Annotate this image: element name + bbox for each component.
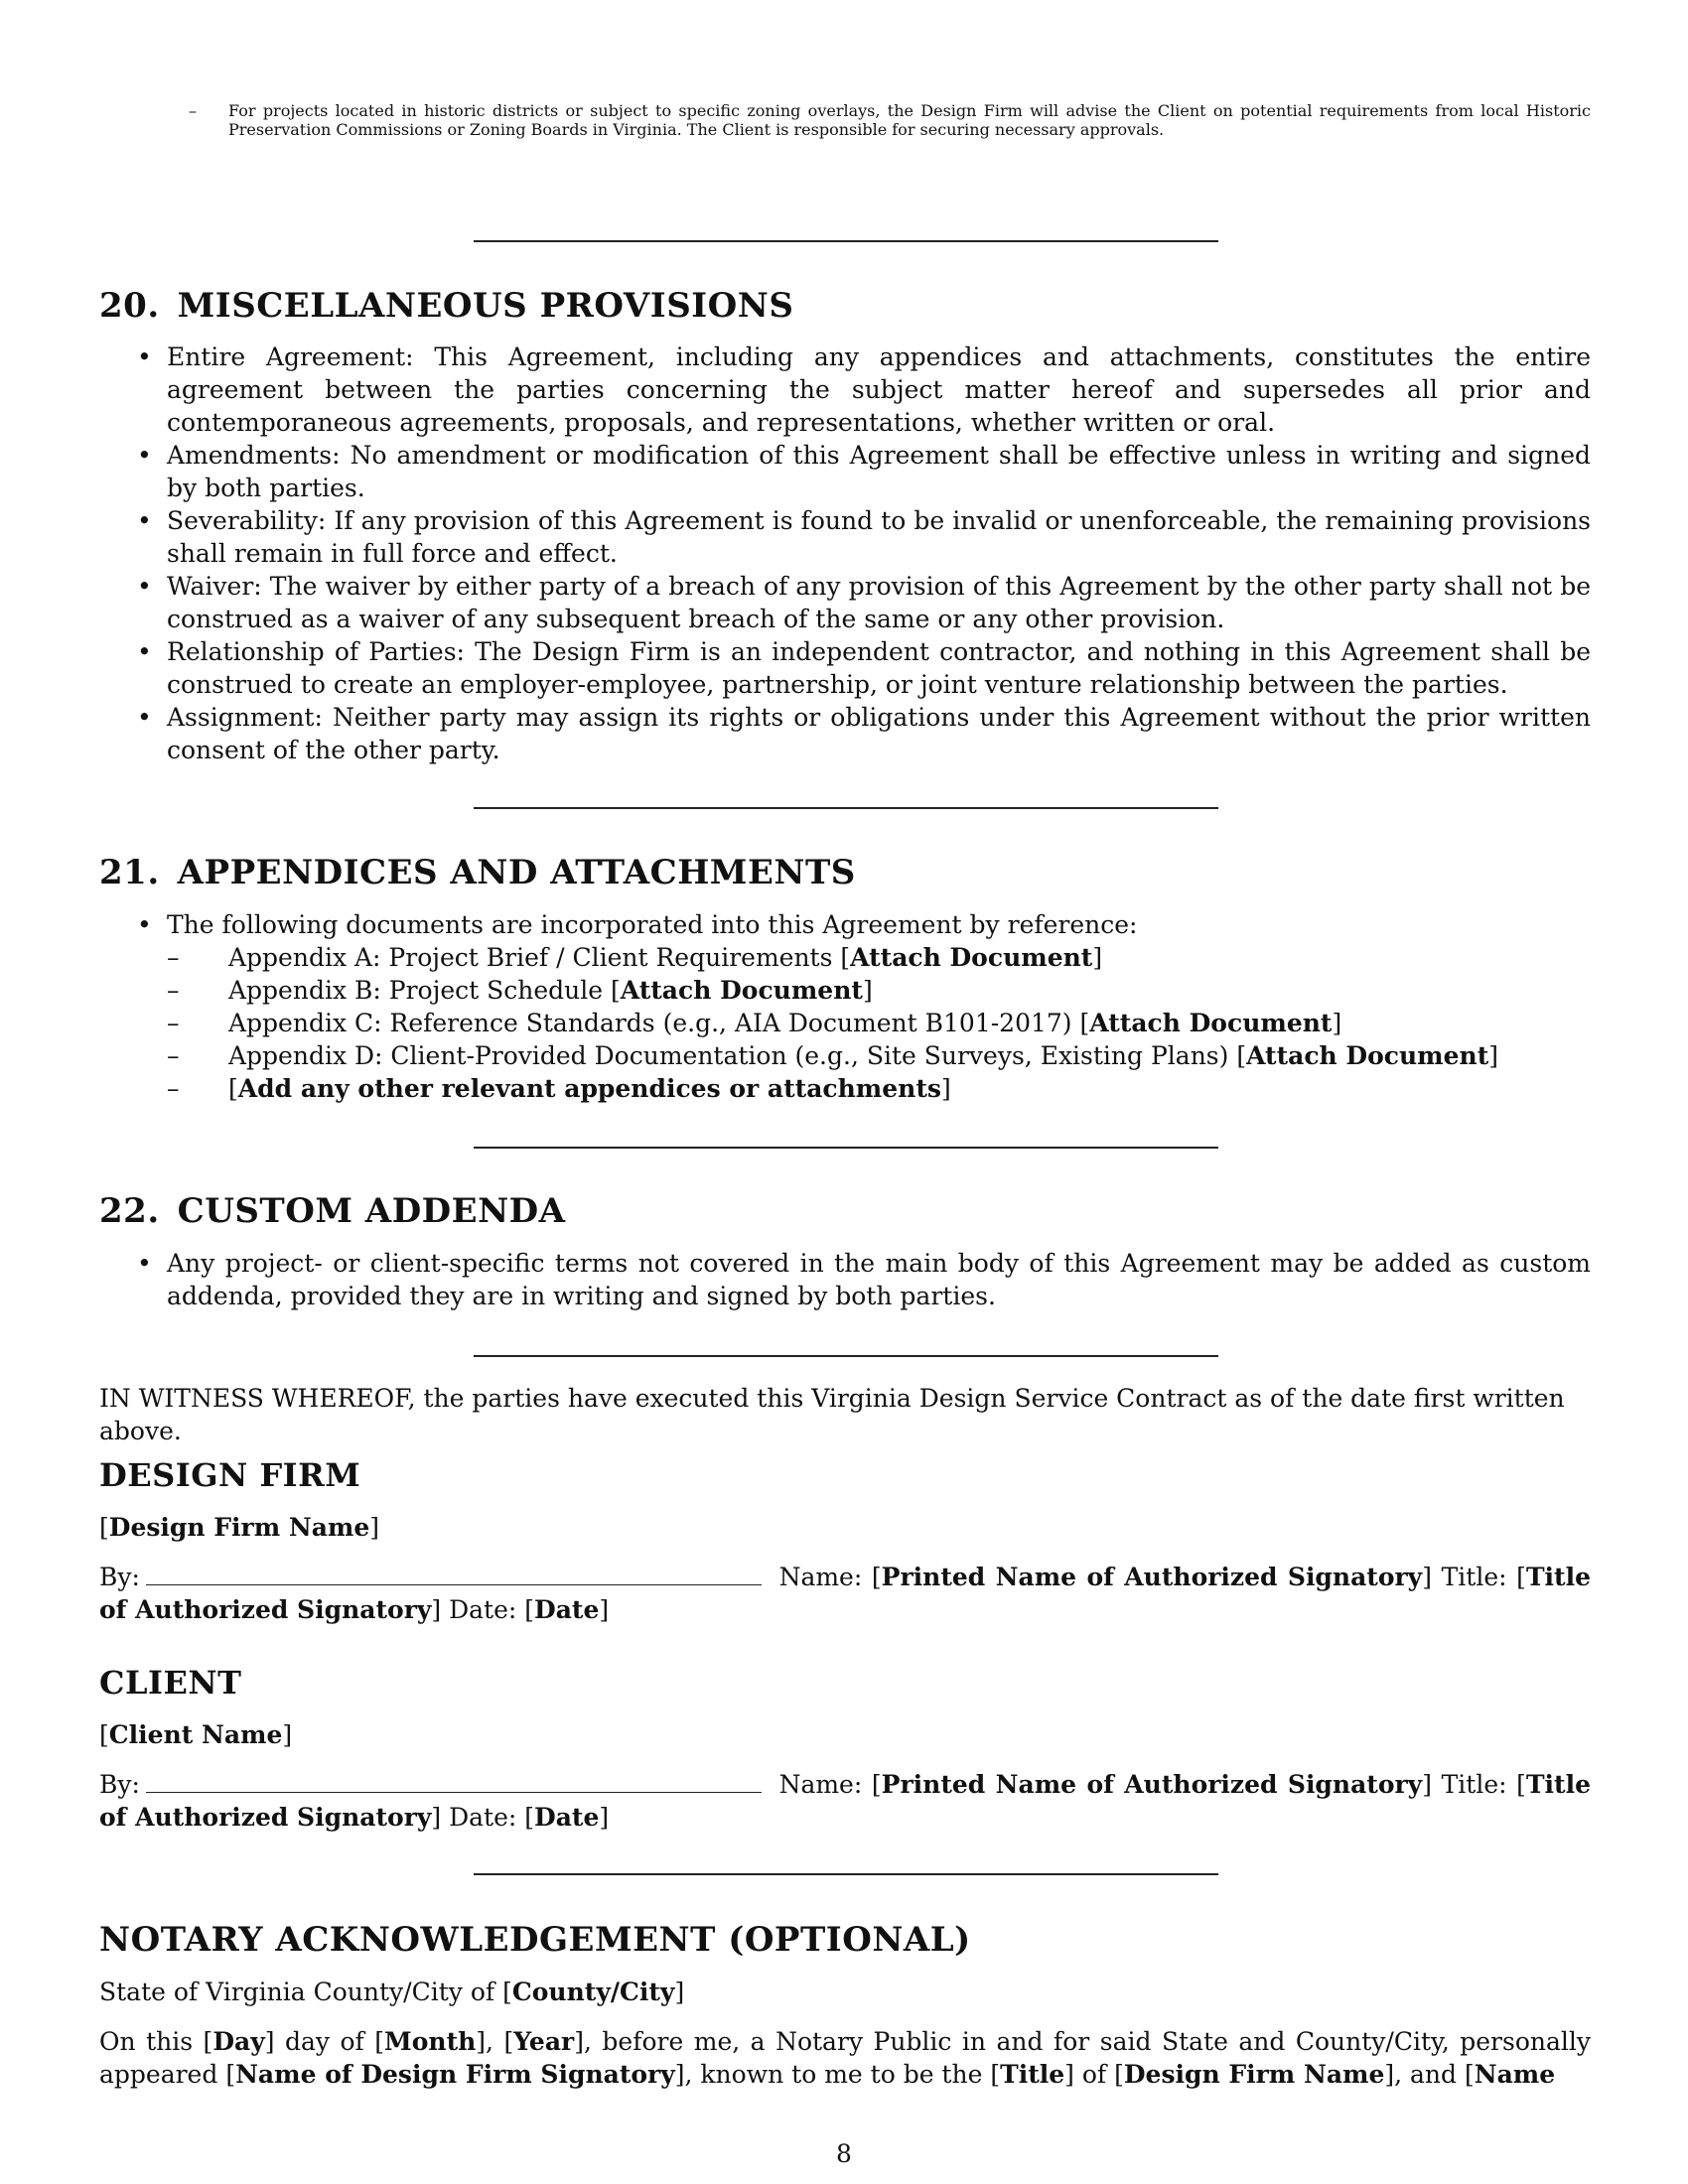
section-22-heading [99, 1191, 566, 1231]
county-placeholder: County/City [511, 1978, 675, 2006]
list-item-text: The following documents are incorporated into this Agreement by reference: [167, 910, 1138, 939]
text-run: known to me to be the [700, 2060, 983, 2089]
text-run: and [1410, 2060, 1458, 2089]
section-divider [474, 1355, 1218, 1357]
list-item: • Amendments: No amendment or modification of this Agreement shall be effective unless in writing and signed by both parties. [99, 439, 1591, 504]
appendix-list [167, 941, 1591, 1105]
venue-text: State of Virginia County/City of [99, 1978, 495, 2006]
section-number: 21. [99, 853, 160, 892]
attach-placeholder: Attach Document [620, 976, 863, 1005]
section-22-list [99, 1247, 1591, 1312]
list-item: • Entire Agreement: This Agreement, including any appendices and attachments, constitutes the entire agreement between the parties concerning the subject matter hereof and supersedes all prior and contemporaneous agreements, proposals, and representations, whether written or oral. [99, 341, 1591, 439]
list-item: • Assignment: Neither party may assign its rights or obligations under this Agreement without the prior written consent of the other party. [99, 701, 1591, 766]
intro-item-text: For projects located in historic districts or subject to specific zoning overlays, the Design Firm will advise the Client on potential requirements from local Historic Preservation Commissions or Zoning Boards in Virginia. The Client is responsible for securing necessary approvals. [228, 101, 1591, 139]
appendix-other-item: – [Add any other relevant appendices or attachments] [167, 1072, 1591, 1105]
by-label: By: [99, 1770, 140, 1799]
placeholder-text: Design Firm Name [108, 1513, 370, 1542]
section-title: CUSTOM ADDENDA [177, 1191, 566, 1231]
appendix-label: Appendix C: Reference Standards (e.g., AIA Document B101-2017) [228, 1009, 1072, 1037]
text-run: day of [284, 2027, 364, 2056]
text-run: On this [99, 2027, 194, 2056]
page-number: 8 [836, 2139, 852, 2168]
section-number: 20. [99, 286, 160, 326]
appendix-label: Appendix B: Project Schedule [228, 976, 604, 1005]
attach-placeholder: Attach Document [1246, 1041, 1489, 1070]
name-label: Name: [778, 1563, 863, 1591]
year-placeholder: Year [513, 2027, 575, 2056]
section-number: 22. [99, 1191, 160, 1231]
attach-placeholder: Attach Document [850, 943, 1093, 972]
title-placeholder: Title of Authorized Signatory [99, 1770, 1591, 1832]
title-placeholder: Title of Authorized Signatory [99, 1563, 1591, 1624]
list-item: • Relationship of Parties: The Design Firm is an independent contractor, and nothing in this Agreement shall be construed to create an employer-employee, partnership, or joint venture relationship between the parties. [99, 635, 1591, 701]
title-label: Title: [1441, 1563, 1507, 1591]
name-label: Name: [778, 1770, 863, 1799]
client-name: [Client Name] [99, 1720, 293, 1749]
section-divider [474, 1147, 1218, 1149]
printed-name-placeholder: Printed Name of Authorized Signatory [881, 1563, 1423, 1591]
section-divider [474, 1873, 1218, 1875]
date-label: Date: [449, 1803, 517, 1832]
dash-marker: – [189, 101, 197, 120]
date-placeholder: Date [534, 1595, 600, 1624]
attach-placeholder: Attach Document [1089, 1009, 1333, 1037]
month-placeholder: Month [384, 2027, 477, 2056]
placeholder-text: Client Name [108, 1720, 283, 1749]
design-firm-heading: DESIGN FIRM [99, 1456, 361, 1494]
appendix-item: – Appendix A: Project Brief / Client Requirements [Attach Document] [167, 941, 1591, 974]
firm-placeholder: Design Firm Name [1123, 2060, 1385, 2089]
list-item: • Any project- or client-specific terms not covered in the main body of this Agreement may be added as custom addenda, provided they are in writing and signed by both parties. [99, 1247, 1591, 1312]
appendix-label: Appendix A: Project Brief / Client Requirements [228, 943, 833, 972]
name-placeholder: Name [1474, 2060, 1556, 2089]
design-firm-name: [Design Firm Name] [99, 1513, 380, 1542]
intro-list-item [99, 101, 1591, 139]
title-label: Title: [1441, 1770, 1507, 1799]
signature-line[interactable] [146, 1561, 762, 1585]
date-placeholder: Date [534, 1803, 600, 1832]
notary-paragraph: On this [Day] day of [Month], [Year], before me, a Notary Public in and for said State and County/City, personally appeared [Name of Design Firm Signatory], known to me to be the [Title] of [Design Firm Name], and [Name [99, 2027, 1591, 2089]
placeholder-text: Add any other relevant appendices or attachments [237, 1074, 941, 1103]
section-21-list [99, 908, 1591, 1105]
signatory-placeholder: Name of Design Firm Signatory [235, 2060, 675, 2089]
date-label: Date: [449, 1595, 517, 1624]
section-title: MISCELLANEOUS PROVISIONS [177, 286, 794, 326]
section-title: APPENDICES AND ATTACHMENTS [177, 853, 856, 892]
client-heading: CLIENT [99, 1664, 242, 1702]
notary-venue: State of Virginia County/City of [County/City] [99, 1978, 685, 2006]
by-label: By: [99, 1563, 140, 1591]
client-signature-block: By: Name: [Printed Name of Authorized Signatory] Title: [Title of Authorized Signatory] Date: [Date] [99, 1770, 1591, 1832]
appendix-item: – Appendix B: Project Schedule [Attach Document] [167, 974, 1591, 1007]
printed-name-placeholder: Printed Name of Authorized Signatory [881, 1770, 1423, 1799]
signature-line[interactable] [146, 1768, 762, 1793]
notary-heading: NOTARY ACKNOWLEDGEMENT (OPTIONAL) [99, 1920, 971, 1960]
day-placeholder: Day [212, 2027, 265, 2056]
list-item [99, 908, 1591, 1105]
witness-clause: IN WITNESS WHEREOF, the parties have executed this Virginia Design Service Contract as of the date first written above. [99, 1384, 1565, 1445]
title-placeholder: Title [1000, 2060, 1065, 2089]
appendix-item: – Appendix C: Reference Standards (e.g., AIA Document B101-2017) [Attach Document] [167, 1007, 1591, 1039]
text-run: before me, a Notary Public in and for said State and County/City, personally appeared [99, 2027, 1591, 2089]
section-20-heading [99, 286, 793, 326]
section-divider [474, 240, 1218, 242]
section-20-list [99, 341, 1591, 766]
list-item: • Severability: If any provision of this Agreement is found to be invalid or unenforceable, the remaining provisions shall remain in full force and effect. [99, 504, 1591, 570]
list-item: • Waiver: The waiver by either party of a breach of any provision of this Agreement by the other party shall not be construed as a waiver of any subsequent breach of the same or any other provision. [99, 570, 1591, 635]
section-divider [474, 807, 1218, 809]
appendix-label: Appendix D: Client-Provided Documentation (e.g., Site Surveys, Existing Plans) [228, 1041, 1229, 1070]
design-firm-signature-block: By: Name: [Printed Name of Authorized Signatory] Title: [Title of Authorized Signatory] Date: [Date] [99, 1563, 1591, 1624]
section-21-heading [99, 853, 856, 892]
appendix-item: – Appendix D: Client-Provided Documentation (e.g., Site Surveys, Existing Plans) [Attach Document] [167, 1039, 1591, 1072]
text-run: of [1081, 2060, 1107, 2089]
